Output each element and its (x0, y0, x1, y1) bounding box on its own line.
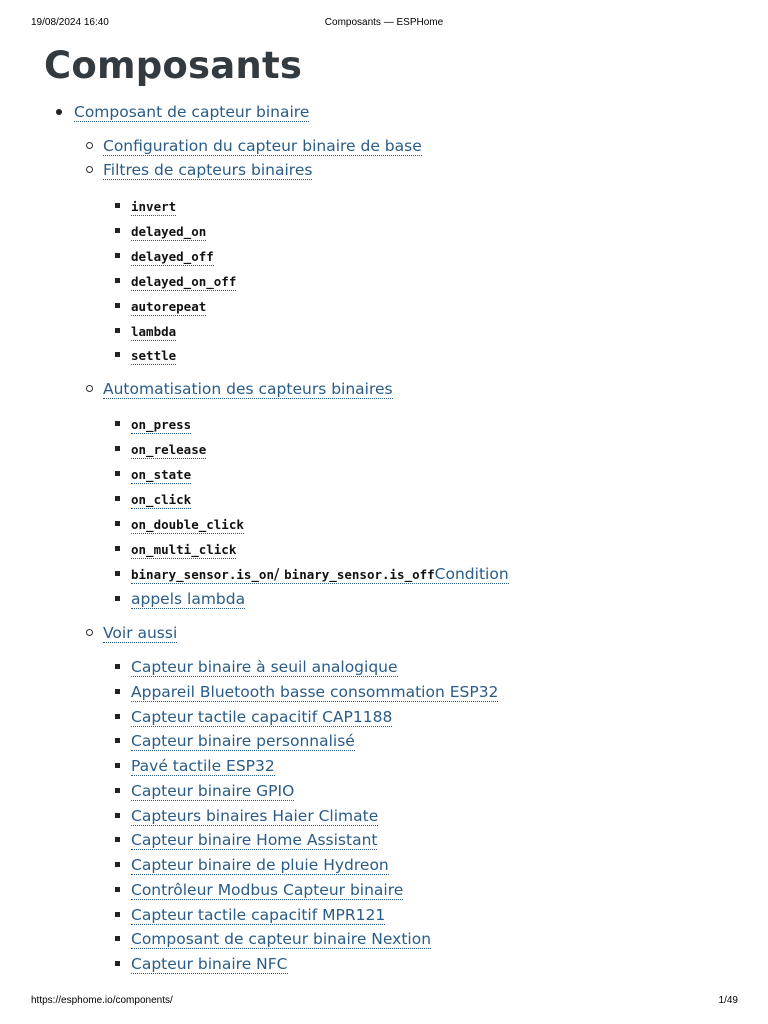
print-page-number: 1/49 (718, 995, 738, 1006)
bullet-icon (115, 961, 120, 966)
bullet-icon (115, 278, 120, 283)
bullet-icon (115, 689, 120, 694)
bullet-icon (115, 813, 120, 818)
code-label: on_state (131, 466, 192, 482)
toc-item[interactable] (131, 855, 389, 875)
bullet-icon (115, 546, 120, 551)
code-is-off: binary_sensor.is_off (284, 567, 435, 582)
toc-item[interactable] (131, 707, 392, 727)
bullet-icon (115, 446, 120, 451)
bullet-icon (86, 142, 93, 149)
bullet-icon (115, 521, 120, 526)
toc-link[interactable]: Capteurs binaires Haier Climate (131, 806, 379, 825)
toc-link[interactable] (131, 197, 176, 216)
toc-item[interactable] (131, 806, 378, 826)
toc-item[interactable] (131, 464, 191, 485)
toc-link[interactable] (131, 440, 206, 459)
print-datetime: 19/08/2024 16:40 (31, 17, 109, 28)
bullet-icon (115, 912, 120, 917)
bullet-icon (115, 664, 120, 669)
bullet-icon (115, 763, 120, 768)
bullet-icon (115, 862, 120, 867)
toc-item[interactable] (131, 954, 288, 974)
toc-item[interactable] (103, 623, 177, 643)
print-header (0, 17, 768, 31)
toc-item[interactable] (131, 489, 191, 510)
print-url: https://esphome.io/components/ (31, 995, 173, 1006)
toc-item[interactable] (131, 929, 431, 949)
toc-link[interactable]: Composant de capteur binaire Nextion (131, 930, 432, 949)
toc-link[interactable]: Capteur binaire NFC (131, 955, 288, 973)
code-label: lambda (131, 323, 177, 339)
toc-link[interactable]: Pavé tactile ESP32 (131, 757, 275, 775)
toc-item[interactable] (131, 271, 236, 292)
toc-item[interactable] (131, 731, 355, 751)
toc-link[interactable] (131, 272, 236, 291)
toc-link-condition[interactable] (131, 565, 509, 584)
toc-item[interactable] (131, 246, 214, 267)
code-label: delayed_off (131, 248, 214, 264)
bullet-icon (86, 385, 93, 392)
toc-item[interactable] (131, 564, 509, 585)
toc-link[interactable]: Capteur binaire GPIO (131, 781, 295, 800)
code-label: on_press (131, 417, 192, 432)
code-label: on_click (131, 491, 192, 507)
toc-link-lambda-calls[interactable]: appels lambda (131, 590, 246, 608)
toc-link-automation[interactable]: Automatisation des capteurs binaires (103, 380, 393, 398)
code-label: delayed_on (131, 223, 207, 239)
toc-item[interactable] (131, 880, 403, 900)
toc-link[interactable]: Capteur binaire à seuil analogique (131, 658, 398, 676)
condition-label: Condition (434, 565, 509, 583)
bullet-icon (115, 203, 120, 208)
bullet-icon (115, 421, 120, 426)
toc-item[interactable] (131, 657, 398, 677)
bullet-icon (115, 228, 120, 233)
print-footer (0, 995, 768, 1009)
toc-link[interactable] (131, 465, 191, 484)
bullet-icon (86, 629, 93, 636)
page-title: Composants (44, 44, 303, 87)
toc-item[interactable] (131, 905, 385, 925)
toc-link-filters[interactable]: Filtres de capteurs binaires (103, 161, 313, 179)
code-label: on_release (131, 441, 207, 457)
bullet-icon (115, 936, 120, 941)
bullet-icon (115, 788, 120, 793)
print-page-title: Composants — ESPHome (324, 17, 444, 28)
toc-link[interactable]: Capteur binaire de pluie Hydreon (131, 856, 389, 874)
toc-item[interactable] (131, 830, 377, 850)
toc-item[interactable] (103, 136, 422, 156)
toc-link[interactable] (131, 297, 206, 316)
toc-link[interactable]: Capteur tactile capacitif CAP1188 (131, 707, 393, 726)
toc-item[interactable] (131, 296, 206, 317)
separator: / (274, 565, 285, 583)
bullet-icon (115, 596, 120, 601)
code-label: invert (131, 199, 177, 214)
toc-item[interactable] (131, 514, 244, 535)
toc-link[interactable]: Appareil Bluetooth basse consommation ESP32 (131, 682, 499, 701)
toc-link[interactable] (131, 322, 176, 341)
bullet-icon (86, 166, 93, 173)
bullet-icon (115, 328, 120, 333)
bullet-icon (115, 471, 120, 476)
toc-item[interactable] (131, 589, 245, 609)
code-label: settle (131, 348, 177, 364)
bullet-icon (115, 837, 120, 842)
toc-item[interactable] (131, 196, 176, 217)
toc-link-see-also[interactable]: Voir aussi (103, 624, 178, 642)
code-label: on_double_click (131, 516, 244, 532)
toc-item[interactable] (131, 439, 206, 460)
toc-item[interactable] (131, 781, 294, 801)
code-is-on: binary_sensor.is_on (131, 567, 274, 582)
toc-link[interactable]: Capteur tactile capacitif MPR121 (131, 905, 386, 924)
toc-item[interactable] (131, 539, 236, 560)
toc-item[interactable] (131, 221, 206, 242)
toc-item[interactable] (131, 321, 176, 342)
code-label: autorepeat (131, 298, 207, 314)
toc-item[interactable] (131, 345, 176, 366)
bullet-icon (115, 714, 120, 719)
toc-item[interactable] (131, 682, 498, 702)
toc-link-base-config[interactable]: Configuration du capteur binaire de base (103, 137, 422, 155)
bullet-icon (115, 738, 120, 743)
toc-item[interactable] (103, 379, 393, 399)
toc-link[interactable] (131, 415, 191, 434)
toc-link[interactable] (131, 490, 191, 509)
bullet-icon (115, 253, 120, 258)
toc-link-binary-sensor-component[interactable]: Composant de capteur binaire (74, 103, 310, 121)
toc-link[interactable] (131, 247, 214, 266)
code-label: delayed_on_off (131, 273, 237, 289)
toc-link[interactable] (131, 515, 244, 534)
toc-link[interactable]: Capteur binaire personnalisé (131, 732, 355, 751)
bullet-icon (115, 352, 120, 357)
toc-link[interactable] (131, 222, 206, 241)
bullet-icon (115, 571, 120, 576)
toc-link[interactable] (131, 346, 176, 365)
bullet-icon (115, 303, 120, 308)
toc-item[interactable] (74, 102, 309, 122)
toc-item[interactable] (131, 756, 275, 776)
bullet-icon (115, 887, 120, 892)
bullet-icon (115, 496, 120, 501)
toc-item[interactable] (103, 160, 312, 180)
toc-item[interactable] (131, 414, 191, 435)
toc-link[interactable]: Capteur binaire Home Assistant (131, 831, 378, 850)
toc-link[interactable] (131, 540, 236, 559)
toc-link[interactable]: Contrôleur Modbus Capteur binaire (131, 880, 404, 899)
code-label: on_multi_click (131, 541, 237, 557)
bullet-icon (56, 109, 62, 115)
